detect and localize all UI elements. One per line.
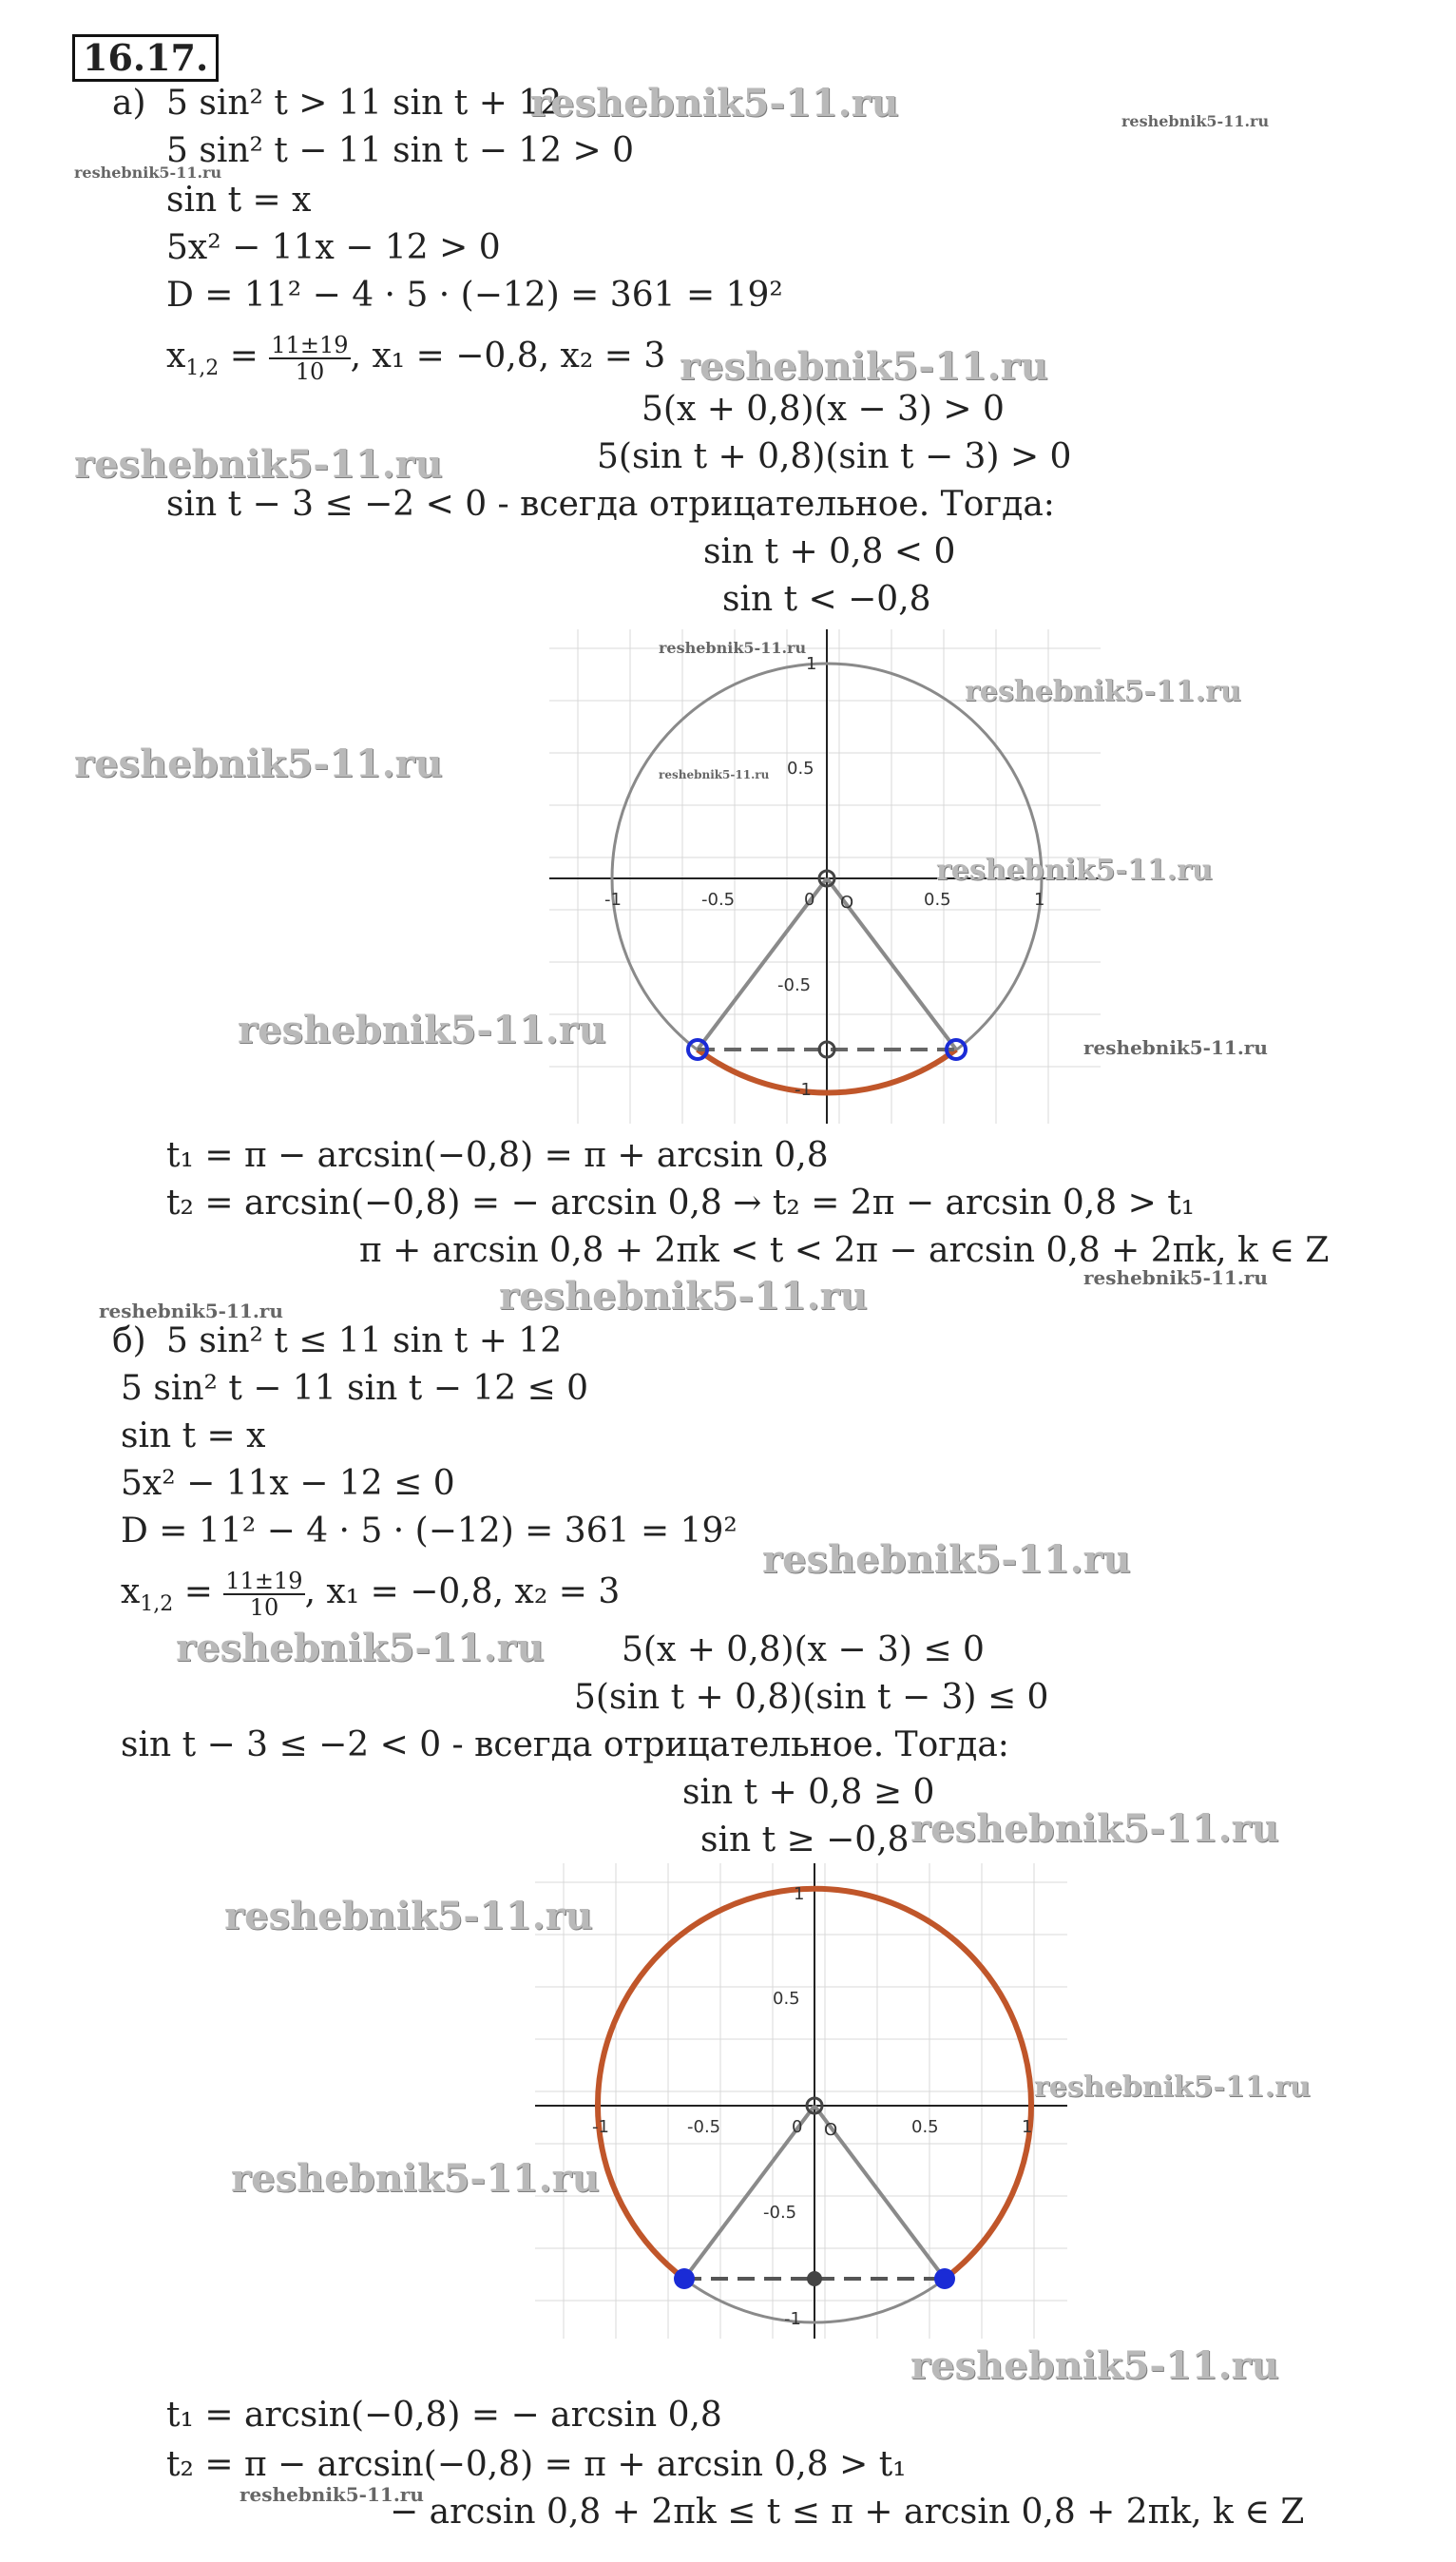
part-b-line-3: sin t = x xyxy=(121,1416,266,1455)
watermark: reshebnik5-11.ru xyxy=(99,1300,283,1322)
svg-text:1: 1 xyxy=(806,654,817,674)
roots-fraction: $\frac{11\pm 19}{10}$ xyxy=(271,332,349,385)
svg-text:1: 1 xyxy=(1034,890,1045,910)
watermark: reshebnik5-11.ru xyxy=(965,675,1241,708)
svg-text:-0.5: -0.5 xyxy=(777,975,812,995)
watermark: reshebnik5-11.ru xyxy=(224,1894,593,1938)
unit-circle-graph-b xyxy=(535,1863,1067,2339)
point-right xyxy=(934,2268,955,2289)
svg-text:0: 0 xyxy=(804,890,815,910)
part-b-line-4: 5x² − 11x − 12 ≤ 0 xyxy=(121,1464,455,1503)
watermark: reshebnik5-11.ru xyxy=(530,81,899,125)
watermark: reshebnik5-11.ru xyxy=(762,1537,1131,1582)
roots-fraction: $\frac{11\pm 19}{10}$ xyxy=(225,1568,303,1621)
watermark: reshebnik5-11.ru xyxy=(74,742,443,786)
part-a-t2: t₂ = arcsin(−0,8) = − arcsin 0,8 → t₂ = 2π − arcsin 0,8 > t₁ xyxy=(166,1184,1196,1223)
part-a-answer: π + arcsin 0,8 + 2πk < t < 2π − arcsin 0,8 + 2πk, k ∈ Z xyxy=(359,1231,1330,1270)
watermark: reshebnik5-11.ru xyxy=(910,2343,1279,2388)
svg-text:-1: -1 xyxy=(604,890,622,910)
part-b-line-10: sin t + 0,8 ≥ 0 xyxy=(682,1773,935,1812)
part-a-label: а) xyxy=(112,84,146,123)
part-b-line-8: 5(sin t + 0,8)(sin t − 3) ≤ 0 xyxy=(574,1678,1049,1717)
part-a-line-9: sin t − 3 ≤ −2 < 0 - всегда отрицательное. Тогда: xyxy=(166,485,1055,524)
watermark: reshebnik5-11.ru xyxy=(74,164,222,182)
svg-text:-1: -1 xyxy=(795,1080,812,1100)
part-b-label: б) xyxy=(112,1321,146,1360)
svg-text:0.5: 0.5 xyxy=(787,759,814,779)
point-left xyxy=(674,2268,695,2289)
part-b-t1: t₁ = arcsin(−0,8) = − arcsin 0,8 xyxy=(166,2396,722,2435)
part-b-line-11: sin t ≥ −0,8 xyxy=(700,1820,910,1859)
watermark: reshebnik5-11.ru xyxy=(1034,2071,1311,2104)
svg-text:1: 1 xyxy=(1022,2117,1033,2137)
svg-text:O: O xyxy=(824,2120,838,2140)
part-b-t2: t₂ = π − arcsin(−0,8) = π + arcsin 0,8 > t₁ xyxy=(166,2445,907,2484)
part-a-line-7: 5(x + 0,8)(x − 3) > 0 xyxy=(642,390,1005,429)
svg-text:-1: -1 xyxy=(784,2309,801,2329)
part-b-line-9: sin t − 3 ≤ −2 < 0 - всегда отрицательное. Тогда: xyxy=(121,1725,1009,1764)
watermark: reshebnik5-11.ru xyxy=(936,854,1213,887)
part-a-line-8: 5(sin t + 0,8)(sin t − 3) > 0 xyxy=(597,437,1072,476)
svg-text:1: 1 xyxy=(794,1884,805,1904)
part-a-line-10: sin t + 0,8 < 0 xyxy=(703,532,956,571)
problem-number: 16.17. xyxy=(72,34,219,82)
part-b-line-7: 5(x + 0,8)(x − 3) ≤ 0 xyxy=(622,1630,985,1669)
watermark: reshebnik5-11.ru xyxy=(1121,112,1270,130)
watermark: reshebnik5-11.ru xyxy=(680,344,1048,389)
svg-text:O: O xyxy=(840,893,854,913)
part-a-roots: $x_{1,2}$ = $\frac{11\pm 19}{10}$ , x₁ = −0,8, x₂ = 3 xyxy=(166,332,666,385)
part-a-line-2: 5 sin² t − 11 sin t − 12 > 0 xyxy=(166,131,635,170)
svg-text:-0.5: -0.5 xyxy=(701,890,736,910)
svg-text:0.5: 0.5 xyxy=(924,890,951,910)
watermark: reshebnik5-11.ru xyxy=(659,768,770,781)
watermark: reshebnik5-11.ru xyxy=(1083,1036,1268,1059)
part-b-answer: − arcsin 0,8 + 2πk ≤ t ≤ π + arcsin 0,8 + 2πk, k ∈ Z xyxy=(390,2493,1305,2532)
part-a-line-1: 5 sin² t > 11 sin t + 12 xyxy=(166,84,563,123)
part-a-line-3: sin t = x xyxy=(166,181,312,220)
watermark: reshebnik5-11.ru xyxy=(659,639,807,657)
part-a-t1: t₁ = π − arcsin(−0,8) = π + arcsin 0,8 xyxy=(166,1136,829,1175)
watermark: reshebnik5-11.ru xyxy=(176,1626,545,1670)
svg-text:0.5: 0.5 xyxy=(911,2117,939,2137)
svg-text:0: 0 xyxy=(792,2117,803,2137)
part-a-line-11: sin t < −0,8 xyxy=(722,580,931,619)
part-a-line-4: 5x² − 11x − 12 > 0 xyxy=(166,228,501,267)
svg-text:-0.5: -0.5 xyxy=(763,2203,797,2223)
part-b-roots: $x_{1,2}$ = $\frac{11\pm 19}{10}$ , x₁ = −0,8, x₂ = 3 xyxy=(121,1568,621,1621)
svg-text:-1: -1 xyxy=(592,2117,609,2137)
part-b-line-2: 5 sin² t − 11 sin t − 12 ≤ 0 xyxy=(121,1369,589,1408)
watermark: reshebnik5-11.ru xyxy=(910,1806,1279,1851)
part-b-line-5: D = 11² − 4 · 5 · (−12) = 361 = 19² xyxy=(121,1512,738,1551)
watermark: reshebnik5-11.ru xyxy=(74,442,443,487)
watermark: reshebnik5-11.ru xyxy=(231,2156,600,2201)
part-b-line-1: 5 sin² t ≤ 11 sin t + 12 xyxy=(166,1321,563,1360)
svg-text:0.5: 0.5 xyxy=(773,1989,800,2009)
part-a-line-5: D = 11² − 4 · 5 · (−12) = 361 = 19² xyxy=(166,276,783,315)
watermark: reshebnik5-11.ru xyxy=(238,1008,606,1052)
watermark: reshebnik5-11.ru xyxy=(1083,1266,1268,1289)
svg-text:-0.5: -0.5 xyxy=(687,2117,721,2137)
watermark: reshebnik5-11.ru xyxy=(239,2483,424,2506)
watermark: reshebnik5-11.ru xyxy=(499,1274,868,1319)
